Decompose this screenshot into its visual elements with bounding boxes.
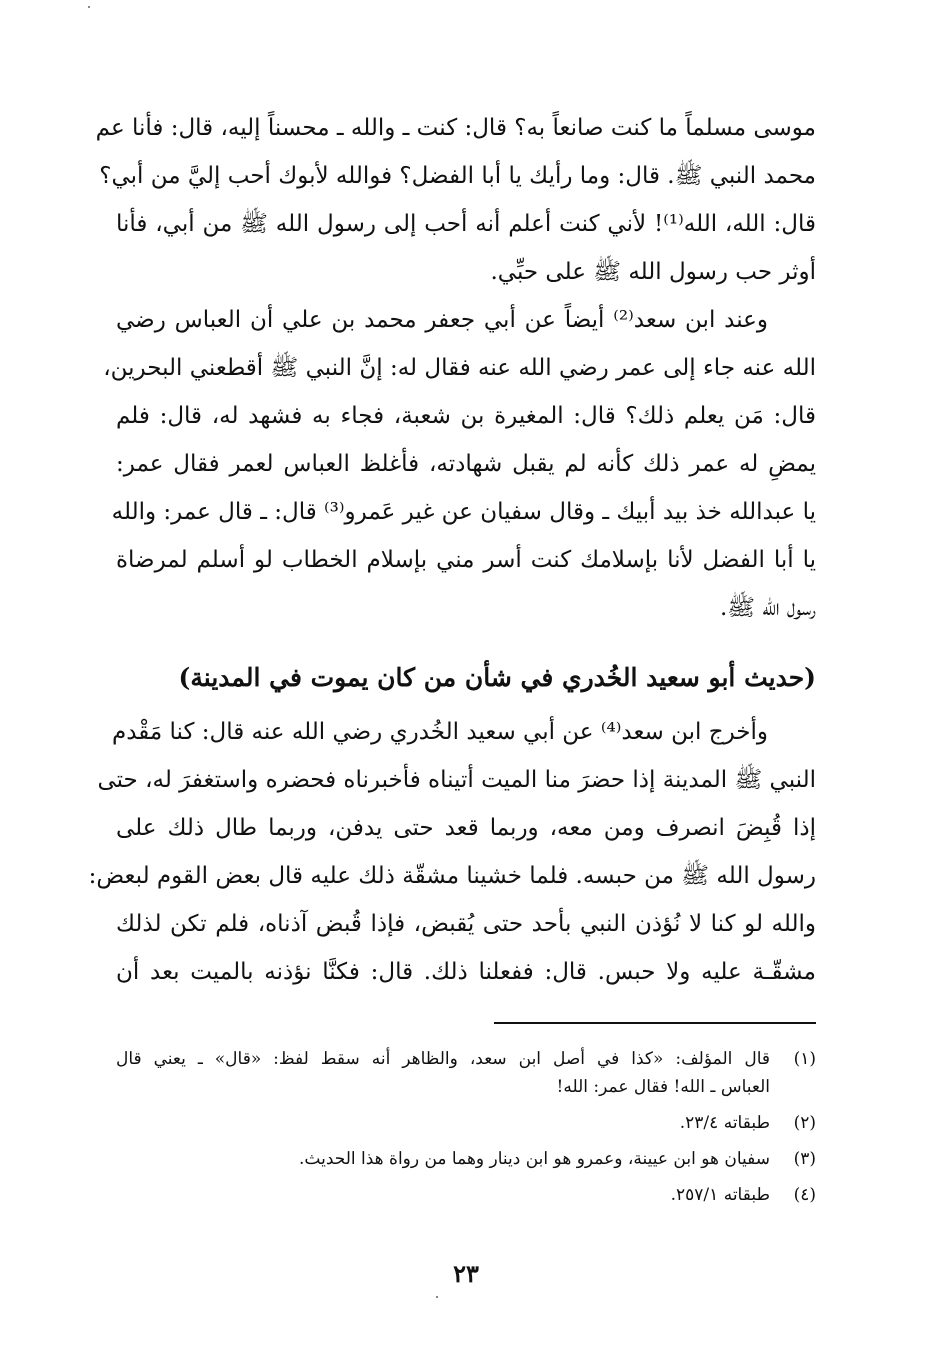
footnote-number: (٣)	[793, 1149, 816, 1169]
footnote-line: طبقاته ٢٥٧/١.	[670, 1185, 770, 1205]
text-line: رسول الله ﷺ.	[720, 595, 816, 621]
text-line: مشقّـة عليه ولا حبس. قال: ففعلنا ذلك. قال: فكنَّا نؤذنه بالميت بعد أن	[116, 959, 816, 985]
footnote	[116, 1181, 816, 1209]
paragraph-3	[88, 708, 816, 996]
footnote-body	[116, 1045, 770, 1101]
footnote-number: (٤)	[793, 1185, 816, 1205]
footnote-line: طبقاته ٢٣/٤.	[679, 1113, 770, 1133]
text-line: قال: الله، الله⁽¹⁾! لأني كنت أعلم أنه أحب إلى رسول الله ﷺ من أبي، فأنا	[116, 211, 817, 237]
text-line: محمد النبي ﷺ. قال: وما رأيك يا أبا الفضل؟ فوالله لأبوك أحب إليَّ من أبي؟	[99, 163, 816, 189]
paragraph-2	[103, 296, 816, 632]
text-line: وعند ابن سعد⁽²⁾ أيضاً عن أبي جعفر محمد بن علي أن العباس رضي	[116, 307, 768, 333]
footnote-number: (٢)	[793, 1113, 816, 1133]
footnote-body	[116, 1181, 770, 1209]
footnote-body	[116, 1109, 770, 1137]
text-line: قال: مَن يعلم ذلك؟ قال: المغيرة بن شعبة، فجاء به فشهد له، قال: فلم	[116, 403, 816, 429]
footnote	[116, 1145, 816, 1173]
paragraph-1	[95, 104, 817, 296]
footnote	[116, 1109, 816, 1137]
scan-speck	[436, 1296, 438, 1298]
footnote-separator	[494, 1022, 816, 1024]
text-line: النبي ﷺ المدينة إذا حضرَ منا الميت أتيناه فأخبرناه فحضره واستغفرَ له، حتى	[97, 767, 816, 793]
footnotes	[116, 1045, 816, 1217]
text-line: رسول الله ﷺ من حبسه. فلما خشينا مشقّة ذلك عليه قال بعض القوم لبعض:	[88, 863, 816, 889]
text-line: إذا قُبِضَ انصرف ومن معه، وربما قعد حتى يدفن، وربما طال ذلك على	[116, 815, 816, 841]
text-line: يا عبدالله خذ بيد أبيك ـ وقال سفيان عن غير عَمرو⁽³⁾ قال: ـ قال عمر: والله	[111, 499, 816, 525]
text-line: موسى مسلماً ما كنت صانعاً به؟ قال: كنت ـ والله ـ محسناً إليه، قال: فأنا عم	[95, 115, 816, 141]
footnote-number: (١)	[793, 1049, 816, 1069]
text-line: يمضِ له عمر ذلك كأنه لم يقبل شهادته، فأغلظ العباس لعمر فقال عمر:	[116, 451, 816, 477]
scan-speck	[88, 6, 90, 8]
text-line: يا أبا الفضل لأنا بإسلامك كنت أسر مني بإسلام الخطاب لو أسلم لمرضاة	[116, 547, 816, 573]
page-number: ٢٣	[453, 1259, 479, 1288]
section-heading: (حديث أبو سعيد الخُدري في شأن من كان يموت في المدينة)	[178, 663, 816, 692]
footnote-body	[116, 1145, 770, 1173]
text-line: وأخرج ابن سعد⁽⁴⁾ عن أبي سعيد الخُدري رضي الله عنه قال: كنا مَقْدم	[111, 719, 768, 745]
text-line: الله عنه جاء إلى عمر رضي الله عنه فقال له: إنَّ النبي ﷺ أقطعني البحرين،	[103, 355, 816, 381]
footnote	[116, 1045, 816, 1101]
text-line: أوثر حب رسول الله ﷺ على حبِّي.	[490, 259, 816, 285]
footnote-line: العباس ـ الله! فقال عمر: الله!	[556, 1077, 770, 1097]
footnote-line: قال المؤلف: «كذا في أصل ابن سعد، والظاهر أنه سقط لفظ: «قال» ـ يعني قال	[116, 1049, 770, 1069]
footnote-line: سفيان هو ابن عيينة، وعمرو هو ابن دينار وهما من رواة هذا الحديث.	[298, 1149, 770, 1169]
text-line: والله لو كنا لا نُؤذن النبي بأحد حتى يُقبض، فإذا قُبض آذناه، فلم تكن لذلك	[116, 911, 816, 937]
